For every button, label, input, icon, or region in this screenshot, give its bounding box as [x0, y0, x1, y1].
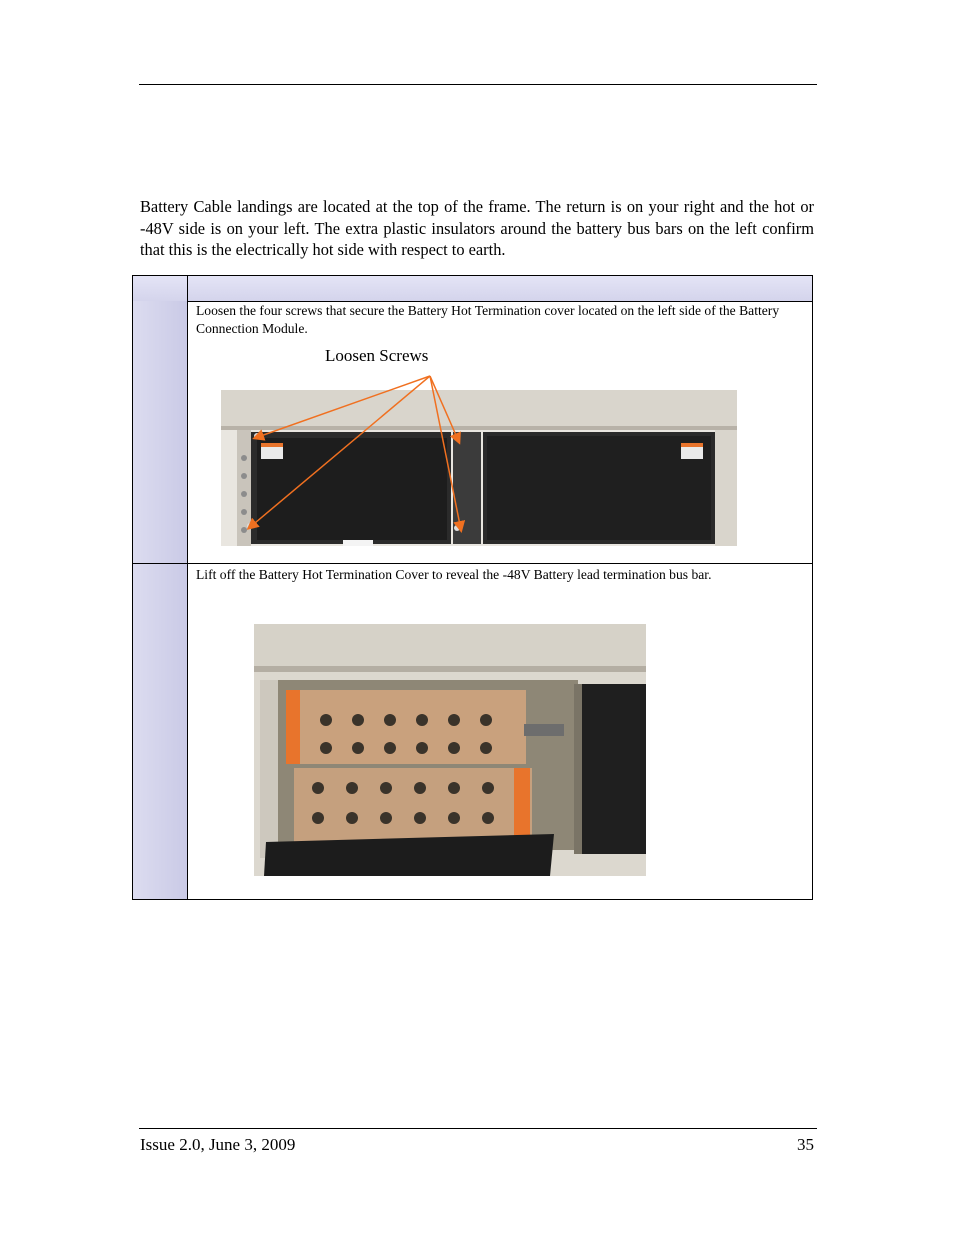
callout-arrows — [221, 366, 521, 566]
step-number-column — [133, 301, 188, 899]
header-rule — [139, 84, 817, 85]
step-1-text: Loosen the four screws that secure the Battery Hot Termination cover located on the left side of the Battery Connection Module. — [196, 303, 780, 336]
table-header-row — [133, 276, 812, 302]
footer-issue: Issue 2.0, June 3, 2009 — [140, 1135, 296, 1154]
page-number: 35 — [797, 1135, 814, 1154]
loosen-screws-callout: Loosen Screws — [325, 346, 429, 365]
intro-paragraph: Battery Cable landings are located at the top of the frame. The return is on your right and the hot or -48V side is on your left. The extra plastic insulators around the battery bus bars on the left confirm that this is the electrically hot side with respect to earth. — [140, 197, 814, 259]
footer-rule — [139, 1128, 817, 1129]
step-2-text: Lift off the Battery Hot Termination Cover to reveal the -48V Battery lead termination bus bar. — [196, 567, 712, 582]
bus-bar-photo — [254, 624, 646, 876]
procedure-table — [132, 275, 813, 900]
